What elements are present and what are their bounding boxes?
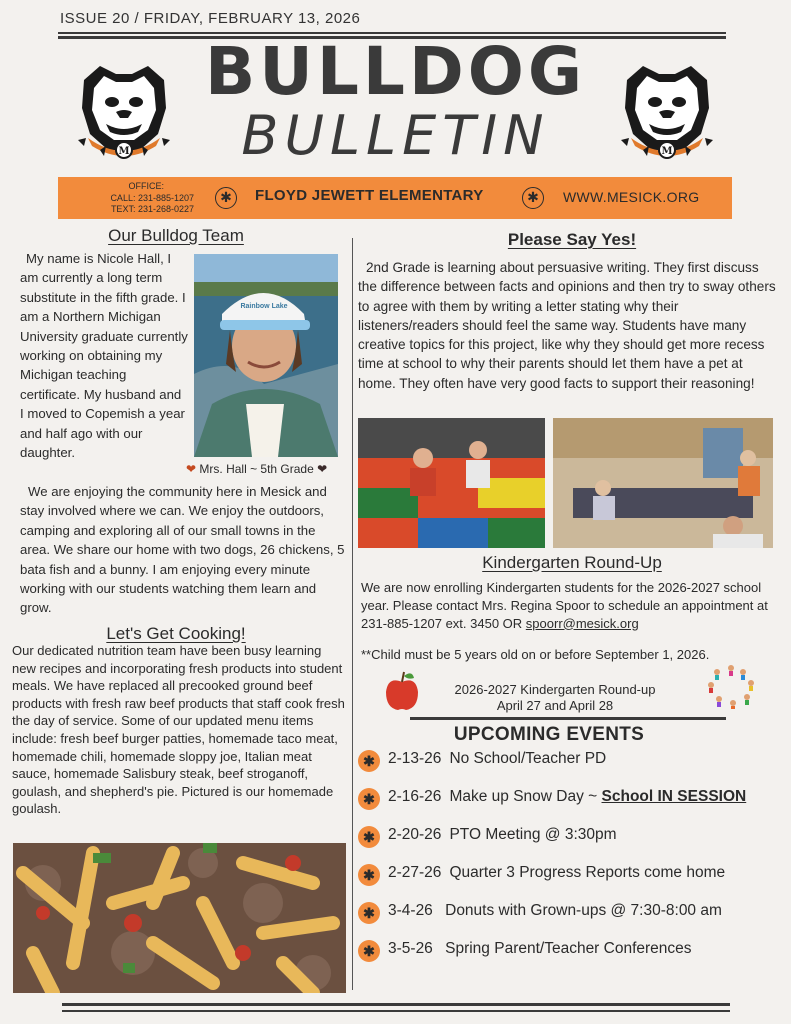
kindergarten-note: **Child must be 5 years old on or before September 1, 2026. — [361, 647, 710, 662]
svg-text:Rainbow Lake: Rainbow Lake — [240, 303, 288, 310]
asterisk-icon: ✱ — [522, 187, 544, 209]
office-call: CALL: 231-885-1207 — [110, 192, 194, 203]
masthead-title: BULLDOG — [204, 33, 587, 110]
kindergarten-body: We are now enrolling Kindergarten students for the 2026-2027 school year. Please contact Mrs. Regina Spoor to schedule an appointment at 231-885-1207 ext. 3450 OR spoorr@mesick.org — [361, 580, 768, 631]
contact-banner — [58, 177, 732, 219]
kindergarten-event — [430, 682, 680, 714]
kids-circle-icon — [705, 663, 757, 709]
asterisk-bullet-icon: ✱ — [358, 902, 380, 924]
asterisk-icon: ✱ — [215, 187, 237, 209]
svg-text:M: M — [661, 146, 673, 157]
classroom-photo-right — [553, 418, 773, 548]
kindergarten-event-dates: April 27 and April 28 — [496, 698, 614, 713]
team-intro: My name is Nicole Hall, I am currently a long term substitute in the fifth grade. I am a Northern Michigan University graduate currently working on obtaining my Michigan teaching certificate. My husband and I moved to Copemish a year and half ago with our daughter. — [20, 251, 188, 461]
teacher-photo — [194, 254, 338, 457]
column-divider — [352, 238, 353, 990]
kindergarten-event-title: 2026-2027 Kindergarten Round-up — [454, 682, 656, 697]
office-text: TEXT: 231-268-0227 — [110, 204, 194, 214]
photo-caption: ❤ Mrs. Hall ~ 5th Grade ❤ — [186, 462, 328, 476]
office-contact: OFFICE: CALL: 231-885-1207 TEXT: 231-268-0227 — [86, 181, 194, 216]
classroom-photo-left — [358, 418, 545, 548]
event-item: ✱ 2-16-26 Make up Snow Day ~ School IN SESSION — [356, 786, 786, 810]
svg-text:M: M — [118, 146, 130, 157]
event-emphasis: School IN SESSION — [601, 788, 747, 805]
asterisk-bullet-icon: ✱ — [358, 940, 380, 962]
cooking-body: Our dedicated nutrition team have been busy learning new recipes and incorporating fresh products into student meals. We have replaced all precooked ground beef products with fresh raw beef products that staff cook fresh the day of service. Some of our updated menu items include: fresh beef burger patties, homemade taco meat, homemade chili, homemade sloppy joe, Italian meat sauce, homemade Salisbury steak, beef stroganoff, goulash, and shepherd's pie. Pictured is our homemade goulash. — [12, 643, 345, 817]
apple-icon — [382, 670, 422, 712]
cooking-heading: Let's Get Cooking! — [106, 624, 246, 643]
issue-line: ISSUE 20 / FRIDAY, FEBRUARY 13, 2026 — [60, 10, 361, 27]
say-yes-heading: Please Say Yes! — [507, 230, 637, 249]
event-item: ✱ 3-5-26 Spring Parent/Teacher Conferences — [356, 938, 786, 962]
asterisk-bullet-icon: ✱ — [358, 750, 380, 772]
event-item: ✱ 2-13-26 No School/Teacher PD — [356, 748, 786, 772]
kindergarten-heading: Kindergarten Round-Up — [482, 553, 662, 572]
asterisk-bullet-icon: ✱ — [358, 826, 380, 848]
event-item: ✱ 2-20-26 PTO Meeting @ 3:30pm — [356, 824, 786, 848]
say-yes-body: 2nd Grade is learning about persuasive writing. They first discuss the difference between facts and opinions and then try to sway others to agree with them by writing a letter stating why their listeners/readers should feel the same way. Students have many creative topics for this project, like why they should get more recess time at school to why their parents should let them have a pet at home. They often have very good facts to support their reasoning! — [358, 260, 776, 391]
asterisk-bullet-icon: ✱ — [358, 788, 380, 810]
website-link[interactable]: WWW.MESICK.ORG — [563, 189, 700, 205]
goulash-photo — [13, 843, 346, 993]
masthead-subtitle: BULLETIN — [241, 104, 550, 167]
event-item: ✱ 2-27-26 Quarter 3 Progress Reports come home — [356, 862, 786, 886]
heart-icon: ❤ — [317, 462, 328, 476]
bottom-rule-thick — [62, 1003, 730, 1006]
heart-icon: ❤ — [186, 462, 197, 476]
kindergarten-email-link[interactable]: spoorr@mesick.org — [525, 615, 639, 631]
team-heading: Our Bulldog Team — [108, 226, 244, 245]
team-body: We are enjoying the community here in Mesick and stay involved where we can. We enjoy the outdoors, camping and exploring all of our small towns in the area. We share our home with two dogs, 26 chickens, 5 bata fish and a bunny. I am enjoying every minute working with our students watching them learn and grow. — [20, 484, 345, 616]
events-divider — [410, 717, 726, 720]
events-heading: UPCOMING EVENTS — [453, 724, 645, 745]
school-name: FLOYD JEWETT ELEMENTARY — [255, 187, 484, 204]
bottom-rule-thin — [62, 1010, 730, 1012]
asterisk-bullet-icon: ✱ — [358, 864, 380, 886]
event-item: ✱ 3-4-26 Donuts with Grown-ups @ 7:30-8:00 am — [356, 900, 786, 924]
